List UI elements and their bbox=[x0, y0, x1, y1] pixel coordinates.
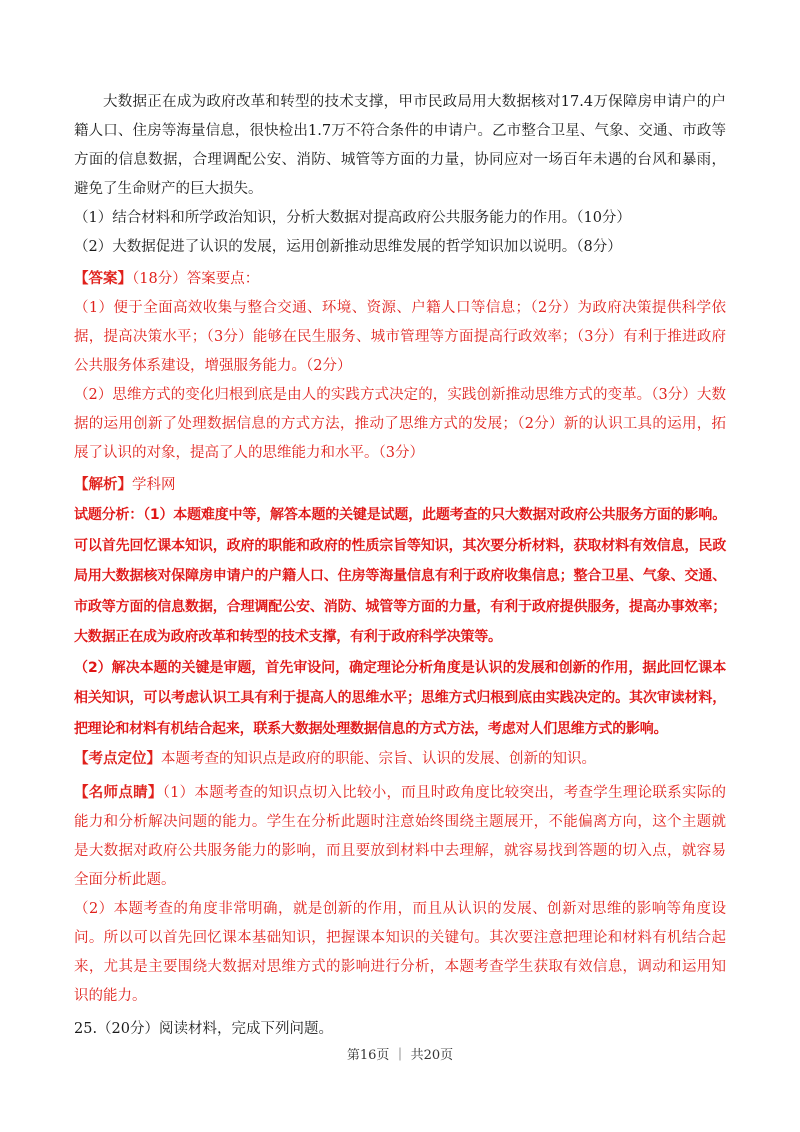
analysis-paragraph-2: （2）解决本题的关键是审题，首先审设问，确定理论分析角度是认识的发展和创新的作用，据此回忆课本相关知识，可以考虑认识工具有利于提高人的思维水平；思维方式归根到底由实践决定的。其次审读材料，把理论和材料有机结合起来，联系大数据处理数据信息的方式方法，考虑对人们思维方式的影响。 bbox=[74, 659, 726, 737]
mingshi-text-1: （1）本题考查的知识点切入比较小，而且时政角度比较突出，考查学生理论联系实际的能力和分析解决问题的能力。学生在分析此题时注意始终围绕主题展开，不能偏离方向，这个主题就是大数据对政府公共服务能力的影响，而且要放到材料中去理解，就容易找到答题的切入点，就容易全面分析此题。 bbox=[74, 785, 726, 888]
answer-intro: （18分）答案要点： bbox=[132, 271, 260, 287]
question-2: （2）大数据促进了认识的发展，运用创新推动思维发展的哲学知识加以说明。（8分） bbox=[74, 239, 622, 255]
analysis-paragraph-1: 试题分析：（1）本题难度中等，解答本题的关键是试题，此题考查的只大数据对政府公共服务方面的影响。可以首先回忆课本知识，政府的职能和政府的性质宗旨等知识，其次要分析材料，获取材料有效信息，民政局用大数据核对保障房申请户的户籍人口、住房等海量信息有利于政府收集信息；整合卫星、气象、交通、市政等方面的信息数据，合理调配公安、消防、城管等方面的力量，有利于政府提供服务，提高办事效率；大数据正在成为政府改革和转型的技术支撑，有利于政府科学决策等。 bbox=[74, 507, 726, 645]
answer-point-2: （2）思维方式的变化归根到底是由人的实践方式决定的，实践创新推动思维方式的变革。（3分）大数据的运用创新了处理数据信息的方式方法，推动了思维方式的发展；（2分）新的认识工具的运用，拓展了认识的对象，提高了人的思维能力和水平。（3分） bbox=[74, 387, 726, 461]
mingshi-paragraph-2: （2）本题考查的角度非常明确，就是创新的作用，而且从认识的发展、创新对思维的影响等角度设问。所以可以首先回忆课本基础知识，把握课本知识的关键句。其次要注意把理论和材料有机结合起来，尤其是主要围绕大数据对思维方式的影响进行分析，本题考查学生获取有效信息，调动和运用知识的能力。 bbox=[74, 901, 726, 1004]
next-question: 25.（20分）阅读材料，完成下列问题。 bbox=[74, 1021, 334, 1037]
question-1: （1）结合材料和所学政治知识，分析大数据对提高政府公共服务能力的作用。（10分） bbox=[74, 210, 631, 226]
page-footer: 第16页 ｜ 共20页 bbox=[346, 1048, 454, 1063]
analysis-header bbox=[74, 470, 726, 500]
kaodian-line bbox=[74, 744, 726, 774]
material-paragraph: 大数据正在成为政府改革和转型的技术支撑，甲市民政局用大数据核对17.4万保障房申请户的户籍人口、住房等海量信息，很快检出1.7万不符合条件的申请户。乙市整合卫星、气象、交通、市政等方面的信息数据，合理调配公安、消防、城管等方面的力量，协同应对一场百年未遇的台风和暴雨，避免了生命财产的巨大损失。 bbox=[74, 94, 726, 197]
kaodian-label: 【考点定位】 bbox=[74, 750, 161, 767]
analysis-watermark: 学科网 bbox=[132, 477, 176, 493]
mingshi-label: 【名师点睛】 bbox=[74, 784, 163, 801]
answer-label: 【答案】 bbox=[74, 270, 132, 287]
mingshi-paragraph-1 bbox=[74, 778, 726, 895]
kaodian-text: 本题考查的知识点是政府的职能、宗旨、认识的发展、创新的知识。 bbox=[161, 751, 596, 767]
answer-point-1: （1）便于全面高效收集与整合交通、环境、资源、户籍人口等信息；（2分）为政府决策提供科学依据，提高决策水平；（3分）能够在民生服务、城市管理等方面提高行政效率；（3分）有利于推进政府公共服务体系建设，增强服务能力。（2分） bbox=[74, 300, 726, 374]
analysis-label: 【解析】 bbox=[74, 476, 132, 493]
document-page bbox=[74, 88, 726, 1044]
answer-header bbox=[74, 264, 726, 294]
